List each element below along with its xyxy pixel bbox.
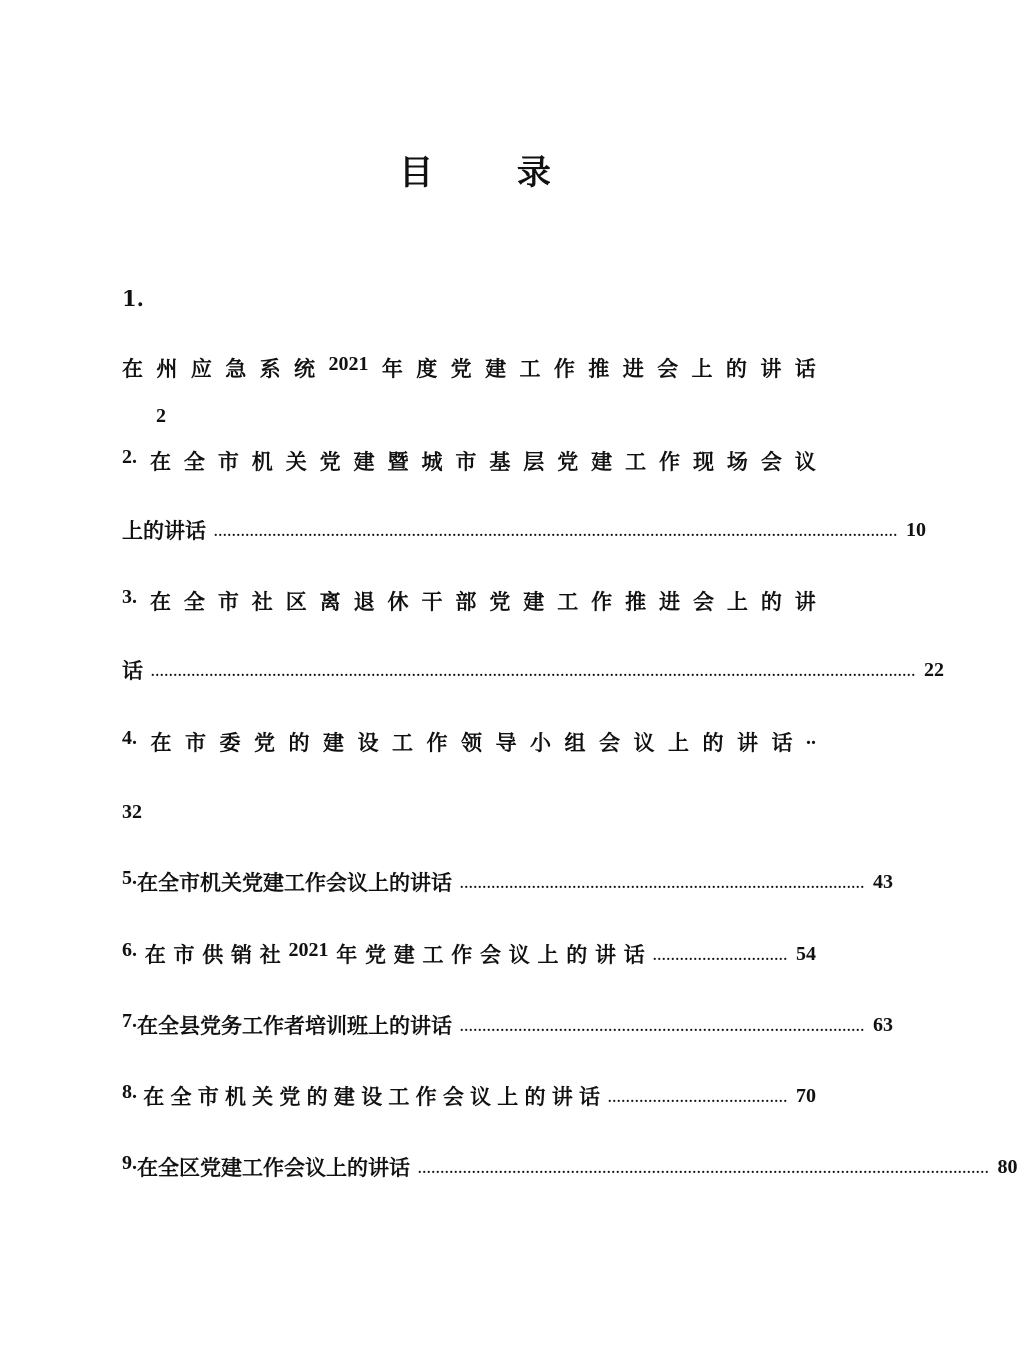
dot-leader: .......................................................................................... xyxy=(460,1020,865,1035)
toc-entry-3-title[interactable] xyxy=(122,587,816,615)
toc-entry-1-title[interactable] xyxy=(122,354,816,382)
entry-title: 在 州 应 急 系 统 2021 年 度 党 建 工 作 推 进 会 上 的 讲 话 xyxy=(122,353,816,381)
toc-entry-6[interactable] xyxy=(122,940,816,968)
page-number: 54 xyxy=(796,942,816,965)
page-number: 70 xyxy=(796,1084,816,1107)
entry-title-cont: 话 xyxy=(122,658,143,683)
entry-title: 4. 在 市 委 党 的 建 设 工 作 领 导 小 组 会 议 上 的 讲 话 .. xyxy=(122,727,816,755)
dot-leader: .......................................................................................... xyxy=(460,877,865,892)
entry-title: 6. 在 市 供 销 社 2021 年 党 建 工 作 会 议 上 的 讲 话 xyxy=(122,939,645,967)
entry-number: 1. xyxy=(122,285,144,311)
toc-entry-4-title[interactable] xyxy=(122,728,816,756)
toc-entry-7[interactable] xyxy=(122,1010,893,1039)
toc-entry-2-title[interactable] xyxy=(122,447,816,475)
page-number: 80 xyxy=(997,1155,1018,1178)
dot-leader: ........................................ xyxy=(608,1091,788,1106)
entry-title-cont: 上 的 讲 话 xyxy=(122,518,206,543)
toc-entry-4-page[interactable] xyxy=(122,798,816,826)
toc-entry-2-cont[interactable] xyxy=(122,516,926,544)
page-title: 目 录 xyxy=(399,153,587,193)
dot-leader: .............................. xyxy=(653,949,788,964)
page-number: 63 xyxy=(873,1013,893,1036)
page-number: 22 xyxy=(924,658,944,681)
toc-list xyxy=(122,0,1018,1346)
page-number: 43 xyxy=(873,870,893,893)
dot-leader: ........................................................................................................................................................ xyxy=(214,525,898,540)
entry-title: 9. 在 全 区 党 建 工 作 会 议 上 的 讲 话 xyxy=(122,1152,410,1180)
entry-title: 8. 在 全 市 机 关 党 的 建 设 工 作 会 议 上 的 讲 话 xyxy=(122,1081,600,1109)
toc-entry-8[interactable] xyxy=(122,1082,816,1110)
toc-entry-1-number[interactable] xyxy=(122,284,816,312)
toc-entry-3-cont[interactable] xyxy=(122,656,944,684)
page-number: 10 xyxy=(906,518,926,541)
entry-title: 5. 在 全 市 机 关 党 建 工 作 会 议 上 的 讲 话 xyxy=(122,867,452,895)
entry-title: 3. 在 全 市 社 区 离 退 休 干 部 党 建 工 作 推 进 会 上 的 讲 xyxy=(122,586,816,614)
entry-title: 7. 在 全 县 党 务 工 作 者 培 训 班 上 的 讲 话 xyxy=(122,1010,452,1038)
toc-entry-5[interactable] xyxy=(122,867,893,896)
dot-leader: ............................................................................................................................... xyxy=(418,1162,990,1177)
page-number: 32 xyxy=(122,800,142,823)
entry-title: 2. 在 全 市 机 关 党 建 暨 城 市 基 层 党 建 工 作 现 场 会 议 xyxy=(122,446,816,474)
page-number: 2 xyxy=(156,404,166,427)
dot-leader: .......................................................................................................................................................................... xyxy=(151,665,916,680)
toc-entry-9[interactable] xyxy=(122,1152,1018,1181)
toc-entry-1-page[interactable] xyxy=(156,402,216,430)
